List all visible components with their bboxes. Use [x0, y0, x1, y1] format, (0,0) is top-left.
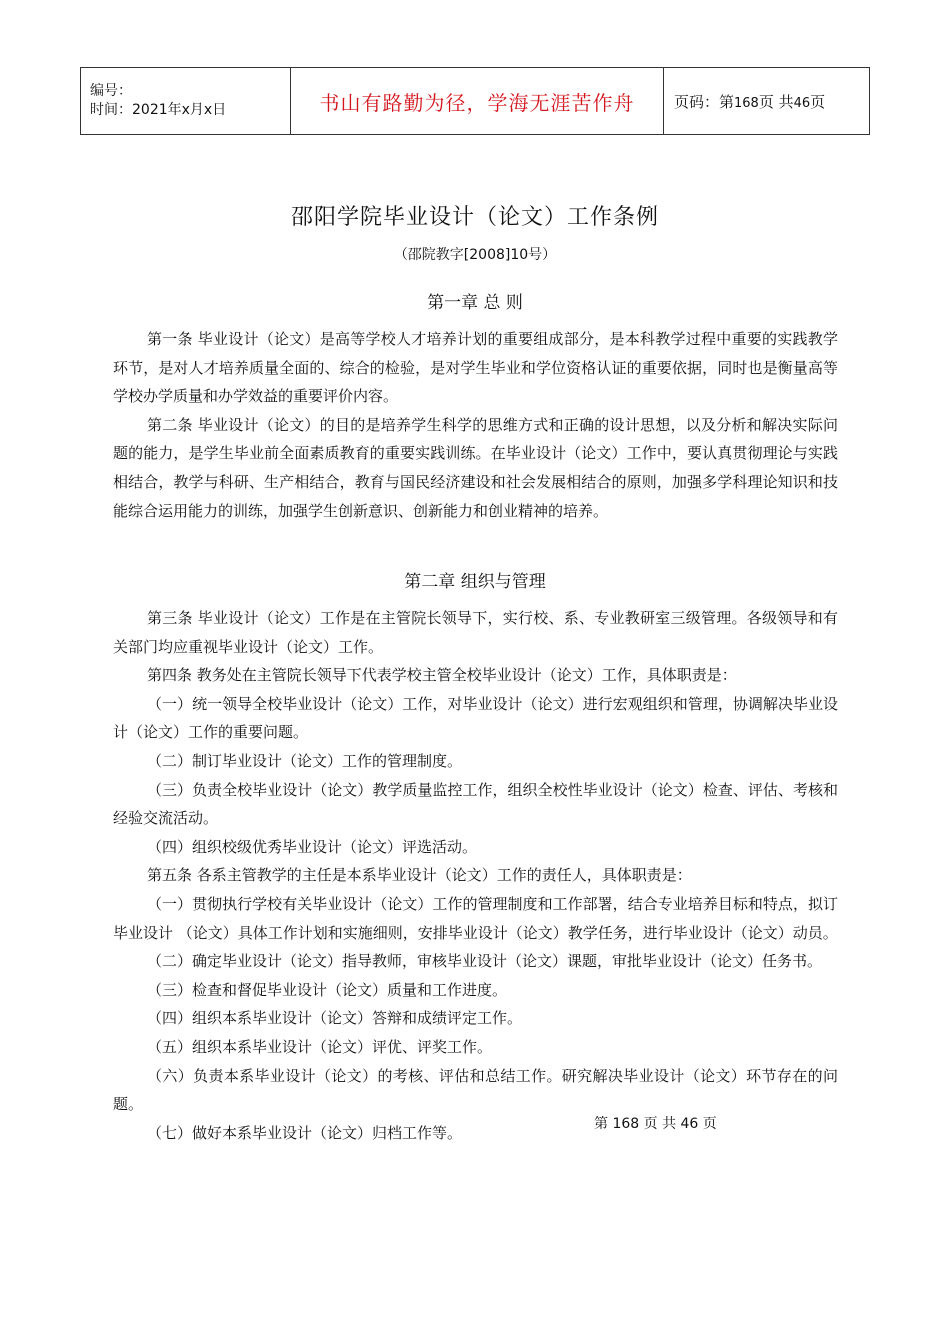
- article-5-item-3: （三）检查和督促毕业设计（论文）质量和工作进度。: [147, 980, 508, 999]
- chapter1-heading: 第一章 总 则: [427, 293, 523, 313]
- page-suffix: 页: [810, 92, 826, 111]
- article-5-item-6: （六）负责本系毕业设计（论文）的考核、评估和总结工作。研究解决毕业设计（论文）环节存在的问题。: [113, 1066, 838, 1114]
- page-footer: 第 168 页 共 46 页: [594, 1116, 717, 1132]
- header-motto: 书山有路勤为径，学海无涯苦作舟: [291, 68, 664, 135]
- page-mid: 页 共: [758, 92, 794, 111]
- document-subtitle: （邵院教字[2008]10号）: [393, 247, 557, 263]
- header-table: [80, 67, 870, 135]
- article-3: 第三条 毕业设计（论文）工作是在主管院长领导下，实行校、系、专业教研室三级管理。各级领导和有关部门均应重视毕业设计（论文）工作。: [113, 609, 838, 656]
- article-2: 第二条 毕业设计（论文）的目的是培养学生科学的思维方式和正确的设计思想，以及分析和解决实际问题的能力，是学生毕业前全面素质教育的重要实践训练。在毕业设计（论文）工作中，要认真贯彻理论与实践相结合，教学与科研、生产相结合，教育与国民经济建设和社会发展相结合的原则，加强多学科理论知识和技能综合运用能力的训练，加强学生创新意识、创新能力和创业精神的培养。: [113, 415, 838, 520]
- article-5-item-5: （五）组织本系毕业设计（论文）评优、评奖工作。: [147, 1037, 493, 1056]
- article-5: 第五条 各系主管教学的主任是本系毕业设计（论文）工作的责任人，具体职责是：: [147, 866, 692, 885]
- page-prefix: 页码：第: [674, 92, 735, 111]
- article-5-item-1: （一）贯彻执行学校有关毕业设计（论文）工作的管理制度和工作部署，结合专业培养目标和特点，拟订毕业设计 （论文）具体工作计划和实施细则，安排毕业设计（论文）教学任务，进行毕业设计（论文）动员。: [113, 894, 838, 942]
- chapter2-heading: 第二章 组织与管理: [404, 572, 546, 592]
- page-total: 46: [793, 95, 811, 111]
- chapter1-body: [113, 325, 838, 525]
- document-title: 邵阳学院毕业设计（论文）工作条例: [290, 205, 659, 230]
- article-4-item-2: （二）制订毕业设计（论文）工作的管理制度。: [147, 751, 463, 770]
- article-4-item-3: （三）负责全校毕业设计（论文）教学质量监控工作，组织全校性毕业设计（论文）检查、评估、考核和经验交流活动。: [113, 780, 838, 828]
- header-meta: [81, 68, 291, 135]
- header-page-info: [664, 68, 870, 135]
- article-4-item-1: （一）统一领导全校毕业设计（论文）工作，对毕业设计（论文）进行宏观组织和管理，协调解决毕业设计（论文）工作的重要问题。: [113, 694, 838, 742]
- time-label: 时间：2021年x月x日: [90, 102, 227, 118]
- number-label: 编号：: [90, 83, 132, 99]
- chapter2-body: [113, 604, 838, 1147]
- article-5-item-7: （七）做好本系毕业设计（论文）归档工作等。: [147, 1123, 463, 1142]
- article-4-item-4: （四）组织校级优秀毕业设计（论文）评选活动。: [147, 837, 478, 856]
- article-5-item-4: （四）组织本系毕业设计（论文）答辩和成绩评定工作。: [147, 1009, 523, 1028]
- page-num: 168: [734, 95, 759, 111]
- article-5-item-2: （二）确定毕业设计（论文）指导教师，审核毕业设计（论文）课题，审批毕业设计（论文）任务书。: [147, 952, 823, 971]
- article-1: 第一条 毕业设计（论文）是高等学校人才培养计划的重要组成部分，是本科教学过程中重要的实践教学环节，是对人才培养质量全面的、综合的检验，是对学生毕业和学位资格认证的重要依据，同时也是衡量高等学校办学质量和办学效益的重要评价内容。: [113, 330, 838, 406]
- article-4: 第四条 教务处在主管院长领导下代表学校主管全校毕业设计（论文）工作，具体职责是：: [147, 666, 737, 685]
